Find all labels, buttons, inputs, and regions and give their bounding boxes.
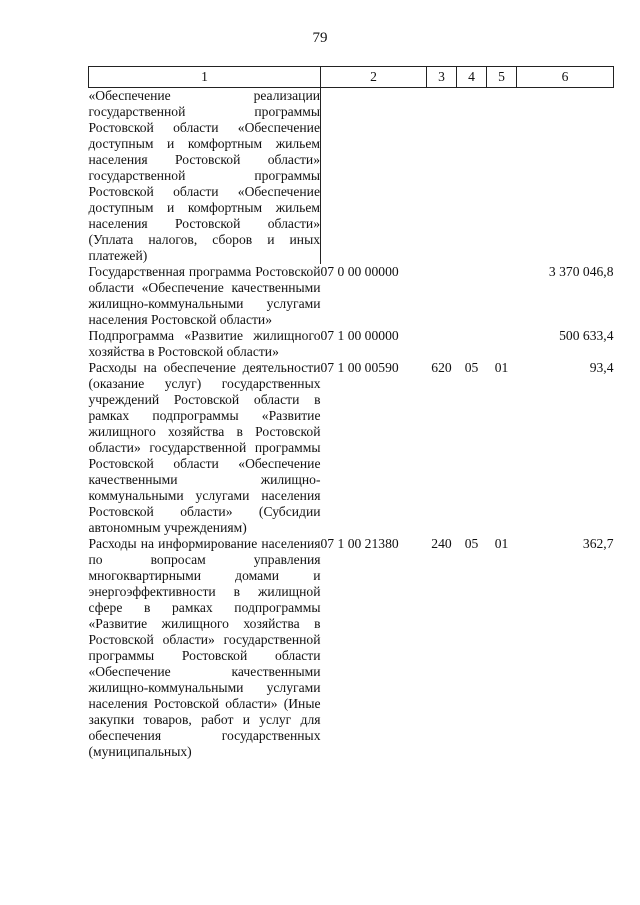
row-sum: 3 370 046,8 xyxy=(548,264,614,279)
row-name: Расходы на информирование населения по вопросам управления многоквартирными домами и энергоэффективности в жилищной сфере в рамках подпрограммы «Развитие жилищного хозяйства в Ростовской области» государственной программы Ростовской области «Обеспечение качественными жилищно-коммунальными услугами населения Ростовской области» (Иные закупки товаров, работ и услуг для обеспечения государственных (муниципальных) xyxy=(88,536,321,759)
row-code: 07 1 00 00000 xyxy=(320,328,399,343)
table-row xyxy=(89,88,614,265)
row-pr: 01 xyxy=(494,360,509,375)
row-code xyxy=(321,88,427,265)
row-pr xyxy=(487,264,517,328)
row-pr xyxy=(487,88,517,265)
row-name: «Обеспечение реализации государственной программы Ростовской области «Обеспечение доступным и комфортным жильем населения Ростовской области» государственной программы Ростовской области «Обеспечение доступным и комфортным жильем населения Ростовской области» (Уплата налогов, сборов и иных платежей) xyxy=(88,88,320,263)
row-vr: 240 xyxy=(431,536,452,551)
row-name: Расходы на обеспечение деятельности (оказание услуг) государственных учреждений Ростовской области в рамках подпрограммы «Развитие жилищного хозяйства в Ростовской области» государственной программы Ростовской области «Обеспечение качественными жилищно-коммунальными услугами населения Ростовской области» (Субсидии автономным учреждениям) xyxy=(88,360,321,535)
column-header-4: 4 xyxy=(457,67,487,88)
column-header-6: 6 xyxy=(517,67,614,88)
budget-table xyxy=(88,66,614,760)
row-pr: 01 xyxy=(494,536,509,551)
row-rz: 05 xyxy=(464,536,479,551)
row-sum: 362,7 xyxy=(582,536,614,551)
column-header-2: 2 xyxy=(321,67,427,88)
row-rz xyxy=(457,88,487,265)
row-vr xyxy=(427,328,457,360)
row-pr xyxy=(487,328,517,360)
row-sum: 500 633,4 xyxy=(559,328,614,343)
row-code: 07 1 00 21380 xyxy=(320,536,399,551)
table-header-row xyxy=(89,67,614,88)
page-number: 79 xyxy=(312,30,328,46)
row-sum xyxy=(517,88,614,265)
row-name: Подпрограмма «Развитие жилищного хозяйства в Ростовской области» xyxy=(88,328,321,359)
row-rz xyxy=(457,328,487,360)
row-code: 07 0 00 00000 xyxy=(320,264,399,279)
column-header-3: 3 xyxy=(427,67,457,88)
row-code: 07 1 00 00590 xyxy=(320,360,399,375)
table-row xyxy=(89,360,614,536)
table-row xyxy=(89,536,614,760)
column-header-1: 1 xyxy=(89,67,321,88)
row-vr xyxy=(427,264,457,328)
row-vr xyxy=(427,88,457,265)
row-vr: 620 xyxy=(431,360,452,375)
table-row xyxy=(89,264,614,328)
table-row xyxy=(89,328,614,360)
row-sum: 93,4 xyxy=(589,360,614,375)
column-header-5: 5 xyxy=(487,67,517,88)
row-rz: 05 xyxy=(464,360,479,375)
row-name: Государственная программа Ростовской области «Обеспечение качественными жилищно-коммунальными услугами населения Ростовской области» xyxy=(88,264,321,327)
row-rz xyxy=(457,264,487,328)
